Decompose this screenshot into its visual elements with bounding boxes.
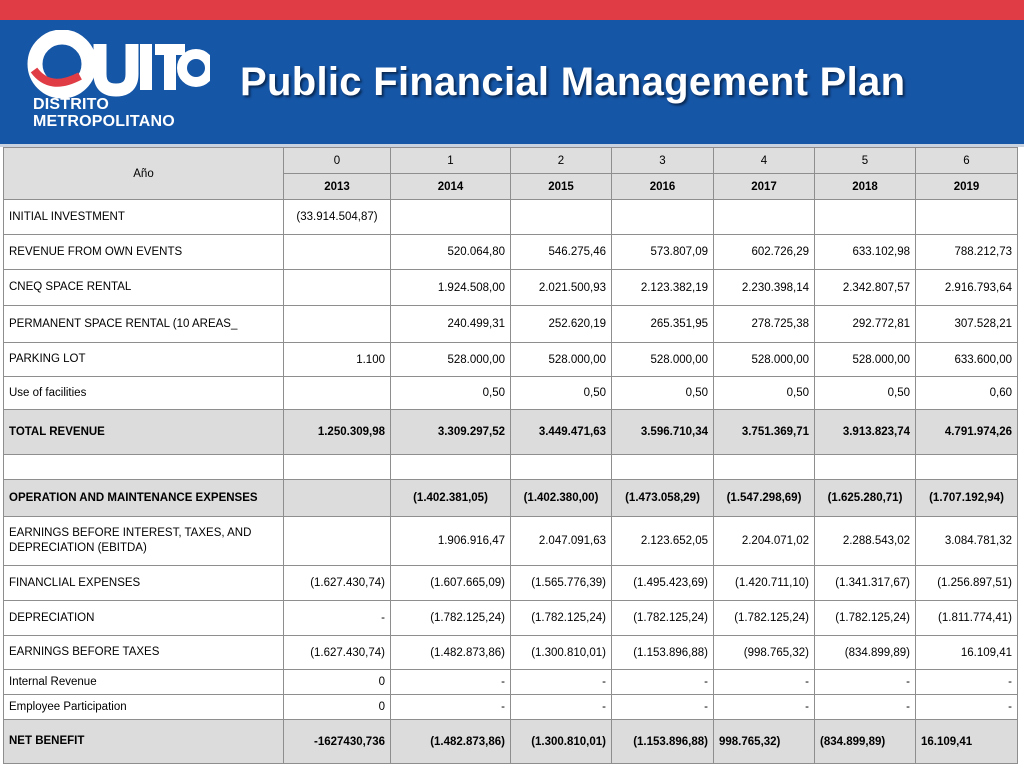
- value-cell: (1.153.896,88): [612, 720, 714, 764]
- value-cell: 633.600,00: [916, 343, 1018, 377]
- value-cell: -: [916, 670, 1018, 695]
- value-cell: 0,50: [511, 377, 612, 410]
- value-cell: (1.402.381,05): [391, 480, 511, 517]
- row-ebitda: [4, 517, 1018, 566]
- value-cell: -: [612, 670, 714, 695]
- value-cell: 0,60: [916, 377, 1018, 410]
- value-cell: (1.811.774,41): [916, 601, 1018, 636]
- value-cell: 265.351,95: [612, 306, 714, 343]
- value-cell: 528.000,00: [391, 343, 511, 377]
- empty-cell: [612, 455, 714, 480]
- row-internal-revenue: [4, 670, 1018, 695]
- row-label: Internal Revenue: [4, 670, 284, 695]
- value-cell: [714, 200, 815, 235]
- row-total-revenue: [4, 410, 1018, 455]
- value-cell: -: [612, 695, 714, 720]
- period-cell: 4: [714, 148, 815, 174]
- row-use-of-facilities: [4, 377, 1018, 410]
- value-cell: 1.100: [284, 343, 391, 377]
- value-cell: (834.899,89): [815, 636, 916, 670]
- value-cell: 2.288.543,02: [815, 517, 916, 566]
- year-cell: 2013: [284, 174, 391, 200]
- row-spacer: [4, 455, 1018, 480]
- year-cell: 2014: [391, 174, 511, 200]
- value-cell: 2.230.398,14: [714, 270, 815, 306]
- value-cell: (1.300.810,01): [511, 636, 612, 670]
- value-cell: -: [511, 670, 612, 695]
- period-cell: 1: [391, 148, 511, 174]
- value-cell: (1.782.125,24): [714, 601, 815, 636]
- value-cell: 520.064,80: [391, 235, 511, 270]
- value-cell: [284, 517, 391, 566]
- row-label: Use of facilities: [4, 377, 284, 410]
- row-label: DEPRECIATION: [4, 601, 284, 636]
- value-cell: [284, 306, 391, 343]
- value-cell: 2.916.793,64: [916, 270, 1018, 306]
- value-cell: 0,50: [714, 377, 815, 410]
- value-cell: 252.620,19: [511, 306, 612, 343]
- value-cell: (1.625.280,71): [815, 480, 916, 517]
- value-cell: -: [511, 695, 612, 720]
- row-label: PERMANENT SPACE RENTAL (10 AREAS_: [4, 306, 284, 343]
- value-cell: 3.913.823,74: [815, 410, 916, 455]
- value-cell: -: [284, 601, 391, 636]
- value-cell: 1.924.508,00: [391, 270, 511, 306]
- value-cell: [284, 235, 391, 270]
- value-cell: -: [815, 670, 916, 695]
- value-cell: -: [714, 695, 815, 720]
- row-label: REVENUE FROM OWN EVENTS: [4, 235, 284, 270]
- value-cell: -: [391, 670, 511, 695]
- year-cell: 2019: [916, 174, 1018, 200]
- value-cell: (1.547.298,69): [714, 480, 815, 517]
- value-cell: 3.596.710,34: [612, 410, 714, 455]
- row-revenue-own-events: [4, 235, 1018, 270]
- value-cell: 3.084.781,32: [916, 517, 1018, 566]
- empty-cell: [714, 455, 815, 480]
- value-cell: [511, 200, 612, 235]
- header-row-periods: [4, 148, 1018, 174]
- value-cell: 2.123.382,19: [612, 270, 714, 306]
- value-cell: (1.565.776,39): [511, 566, 612, 601]
- value-cell: (1.153.896,88): [612, 636, 714, 670]
- value-cell: (1.482.873,86): [391, 636, 511, 670]
- value-cell: [284, 480, 391, 517]
- value-cell: 528.000,00: [612, 343, 714, 377]
- value-cell: 292.772,81: [815, 306, 916, 343]
- value-cell: [815, 200, 916, 235]
- year-cell: 2015: [511, 174, 612, 200]
- value-cell: (1.495.423,69): [612, 566, 714, 601]
- row-label: PARKING LOT: [4, 343, 284, 377]
- value-cell: (1.627.430,74): [284, 636, 391, 670]
- period-cell: 6: [916, 148, 1018, 174]
- value-cell: (1.782.125,24): [815, 601, 916, 636]
- empty-cell: [4, 455, 284, 480]
- empty-cell: [916, 455, 1018, 480]
- value-cell: (1.707.192,94): [916, 480, 1018, 517]
- logo-line-metropolitano: METROPOLITANO: [33, 113, 175, 130]
- value-cell: 546.275,46: [511, 235, 612, 270]
- value-cell: (1.782.125,24): [391, 601, 511, 636]
- value-cell: (1.341.317,67): [815, 566, 916, 601]
- value-cell: -1627430,736: [284, 720, 391, 764]
- value-cell: [916, 200, 1018, 235]
- value-cell: 16.109,41: [916, 720, 1018, 764]
- row-operation-maintenance: [4, 480, 1018, 517]
- row-earnings-before-taxes: [4, 636, 1018, 670]
- value-cell: 528.000,00: [511, 343, 612, 377]
- value-cell: -: [916, 695, 1018, 720]
- value-cell: 278.725,38: [714, 306, 815, 343]
- row-label: Employee Participation: [4, 695, 284, 720]
- row-label: FINANCLIAL EXPENSES: [4, 566, 284, 601]
- value-cell: (1.256.897,51): [916, 566, 1018, 601]
- row-parking-lot: [4, 343, 1018, 377]
- value-cell: 4.791.974,26: [916, 410, 1018, 455]
- year-cell: 2018: [815, 174, 916, 200]
- row-label: INITIAL INVESTMENT: [4, 200, 284, 235]
- value-cell: 307.528,21: [916, 306, 1018, 343]
- value-cell: 3.751.369,71: [714, 410, 815, 455]
- value-cell: (1.782.125,24): [511, 601, 612, 636]
- period-cell: 0: [284, 148, 391, 174]
- value-cell: 2.342.807,57: [815, 270, 916, 306]
- row-label: OPERATION AND MAINTENANCE EXPENSES: [4, 480, 284, 517]
- header-banner: [0, 20, 1024, 144]
- row-label: CNEQ SPACE RENTAL: [4, 270, 284, 306]
- value-cell: (1.627.430,74): [284, 566, 391, 601]
- row-financial-expenses: [4, 566, 1018, 601]
- value-cell: -: [714, 670, 815, 695]
- value-cell: (1.300.810,01): [511, 720, 612, 764]
- row-label: NET BENEFIT: [4, 720, 284, 764]
- empty-cell: [391, 455, 511, 480]
- value-cell: -: [815, 695, 916, 720]
- value-cell: 788.212,73: [916, 235, 1018, 270]
- value-cell: (998.765,32): [714, 636, 815, 670]
- period-cell: 3: [612, 148, 714, 174]
- row-label: TOTAL REVENUE: [4, 410, 284, 455]
- value-cell: -: [391, 695, 511, 720]
- value-cell: (1.782.125,24): [612, 601, 714, 636]
- value-cell: 998.765,32): [714, 720, 815, 764]
- value-cell: 0: [284, 695, 391, 720]
- value-cell: [284, 270, 391, 306]
- value-cell: 2.021.500,93: [511, 270, 612, 306]
- value-cell: 0,50: [612, 377, 714, 410]
- slide-title: Public Financial Management Plan: [240, 60, 906, 104]
- value-cell: [391, 200, 511, 235]
- empty-cell: [511, 455, 612, 480]
- row-permanent-space-rental: [4, 306, 1018, 343]
- top-accent-bar: [0, 0, 1024, 20]
- value-cell: (1.473.058,29): [612, 480, 714, 517]
- logo-line-distrito: DISTRITO: [33, 96, 109, 113]
- year-cell: 2016: [612, 174, 714, 200]
- value-cell: 2.047.091,63: [511, 517, 612, 566]
- row-label: EARNINGS BEFORE INTEREST, TAXES, AND DEPRECIATION (EBITDA): [4, 517, 284, 566]
- value-cell: (1.402.380,00): [511, 480, 612, 517]
- row-cneq-space-rental: [4, 270, 1018, 306]
- value-cell: 1.906.916,47: [391, 517, 511, 566]
- value-cell: 3.309.297,52: [391, 410, 511, 455]
- value-cell: 573.807,09: [612, 235, 714, 270]
- value-cell: [612, 200, 714, 235]
- value-cell: 0,50: [391, 377, 511, 410]
- value-cell: 528.000,00: [815, 343, 916, 377]
- row-depreciation: [4, 601, 1018, 636]
- empty-cell: [284, 455, 391, 480]
- empty-cell: [815, 455, 916, 480]
- row-label: EARNINGS BEFORE TAXES: [4, 636, 284, 670]
- value-cell: 528.000,00: [714, 343, 815, 377]
- row-initial-investment: [4, 200, 1018, 235]
- period-cell: 2: [511, 148, 612, 174]
- value-cell: 16.109,41: [916, 636, 1018, 670]
- value-cell: (834.899,89): [815, 720, 916, 764]
- row-employee-participation: [4, 695, 1018, 720]
- value-cell: (1.607.665,09): [391, 566, 511, 601]
- row-net-benefit: [4, 720, 1018, 764]
- value-cell: 633.102,98: [815, 235, 916, 270]
- value-cell: 3.449.471,63: [511, 410, 612, 455]
- quito-logo-mark: [20, 30, 210, 100]
- corner-label: Año: [4, 148, 284, 200]
- value-cell: 0: [284, 670, 391, 695]
- year-cell: 2017: [714, 174, 815, 200]
- value-cell: 2.204.071,02: [714, 517, 815, 566]
- value-cell: 0,50: [815, 377, 916, 410]
- value-cell: 602.726,29: [714, 235, 815, 270]
- value-cell: 2.123.652,05: [612, 517, 714, 566]
- value-cell: (1.420.711,10): [714, 566, 815, 601]
- value-cell: [284, 377, 391, 410]
- financial-table: [3, 147, 1018, 764]
- value-cell: 1.250.309,98: [284, 410, 391, 455]
- period-cell: 5: [815, 148, 916, 174]
- value-cell: (1.482.873,86): [391, 720, 511, 764]
- value-cell: (33.914.504,87): [284, 200, 391, 235]
- value-cell: 240.499,31: [391, 306, 511, 343]
